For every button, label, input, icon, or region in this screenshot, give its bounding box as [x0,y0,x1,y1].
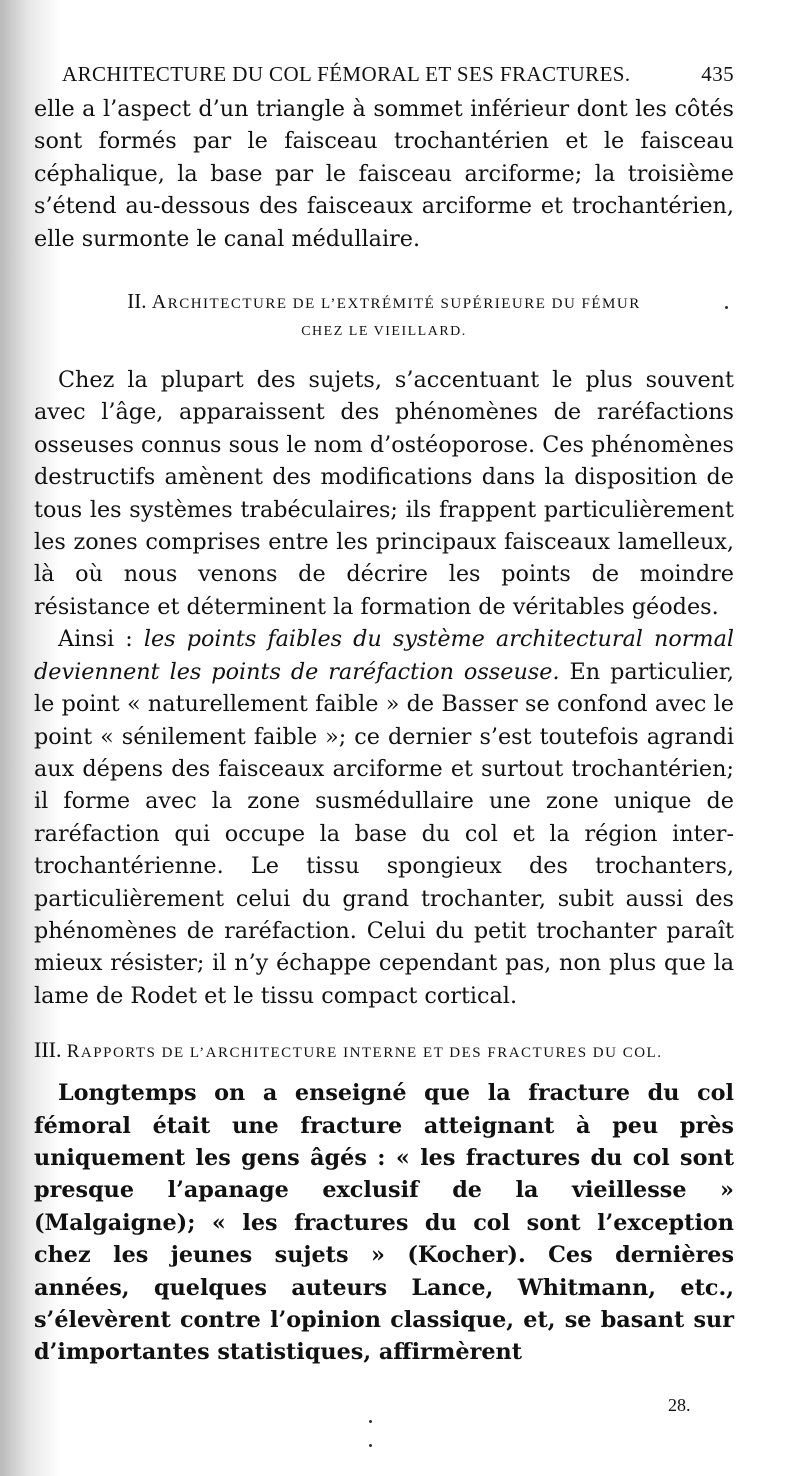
section-number: III. [34,1037,62,1063]
ink-dot [725,306,728,309]
ink-dot [369,1444,372,1447]
page-number: 435 [701,62,734,86]
section-heading-3 [34,1036,734,1067]
ink-dot [369,1420,372,1423]
section-heading-2 [34,287,734,346]
running-head [34,62,734,87]
emphasis-text: les points faibles du système architectural normal deviennent les points de raréfaction osseuse. [34,626,734,685]
paragraph-continued: elle a l’aspect d’un triangle à sommet inférieur dont les côtés sont formés par le faisceau trochantérien et le faisceau céphalique, la base par le faisceau arciforme; la troisième s’étend au-dessous des faisceaux arciforme et trochantérien, elle surmonte le canal médullaire. [34,96,734,252]
section-title: APPORTS DE L’ARCHITECTURE INTERNE ET DES FRACTURES DU COL. [80,1045,663,1062]
paragraph-lead: Ainsi : [58,626,144,653]
signature-mark: 28. [668,1395,691,1415]
paragraph-body: En particulier, le point « naturellement faible » de Basser se confond avec le point « sénilement faible »; ce dernier s’est toutefois agrandi aux dépens des faisceaux arciforme et surtout trochantérien; il forme avec la zone susmédullaire une zone unique de raréfaction qui occupe la base du col et la région inter-trochantérienne. Le tissu spongieux des trochanters, particulièrement celui du grand trochanter, subit aussi des phénomènes de raréfaction. Celui du petit trochanter paraît mieux résister; il n’y échappe cependant pas, non plus que la lame de Rodet et le tissu compact cortical. [34,658,734,1009]
page-content [34,62,734,1369]
section-title: RCHITECTURE DE L’EXTRÉMITÉ SUPÉRIEURE DU FÉMUR [167,296,641,313]
paragraph-longtemps: Longtemps on a enseigné que la fracture du col fémoral était une fracture atteignant à peu près uniquement les gens âgés : « les fractures du col sont presque l’apanage exclusif de la vieillesse » (Malgaigne); « les fractures du col sont l’exception chez les jeunes sujets » (Kocher). Ces dernières années, quelques auteurs Lance, Whitmann, etc., s’élevèrent contre l’opinion classique, et, se basant sur d’importantes statistiques, affirmèrent [34,1080,734,1366]
section-title-line2: CHEZ LE VIEILLARD. [301,324,467,340]
running-head-title: ARCHITECTURE DU COL FÉMORAL ET SES FRACTURES. [62,62,631,86]
paragraph-points-faibles [34,623,734,1012]
paragraph-osteoporose: Chez la plupart des sujets, s’accentuant le plus souvent avec l’âge, apparaissent des phénomènes de raréfactions osseuses connus sous le nom d’ostéoporose. Ces phénomènes destructifs amènent des modifications dans la disposition de tous les systèmes trabéculaires; ils frappent particulièrement les zones comprises entre les principaux faisceaux lamelleux, là où nous venons de décrire les points de moindre résistance et déterminent la formation de véritables géodes. [34,367,734,620]
section-number: II. [127,289,147,314]
section-initial: A [151,291,168,314]
section-initial: R [66,1041,81,1063]
